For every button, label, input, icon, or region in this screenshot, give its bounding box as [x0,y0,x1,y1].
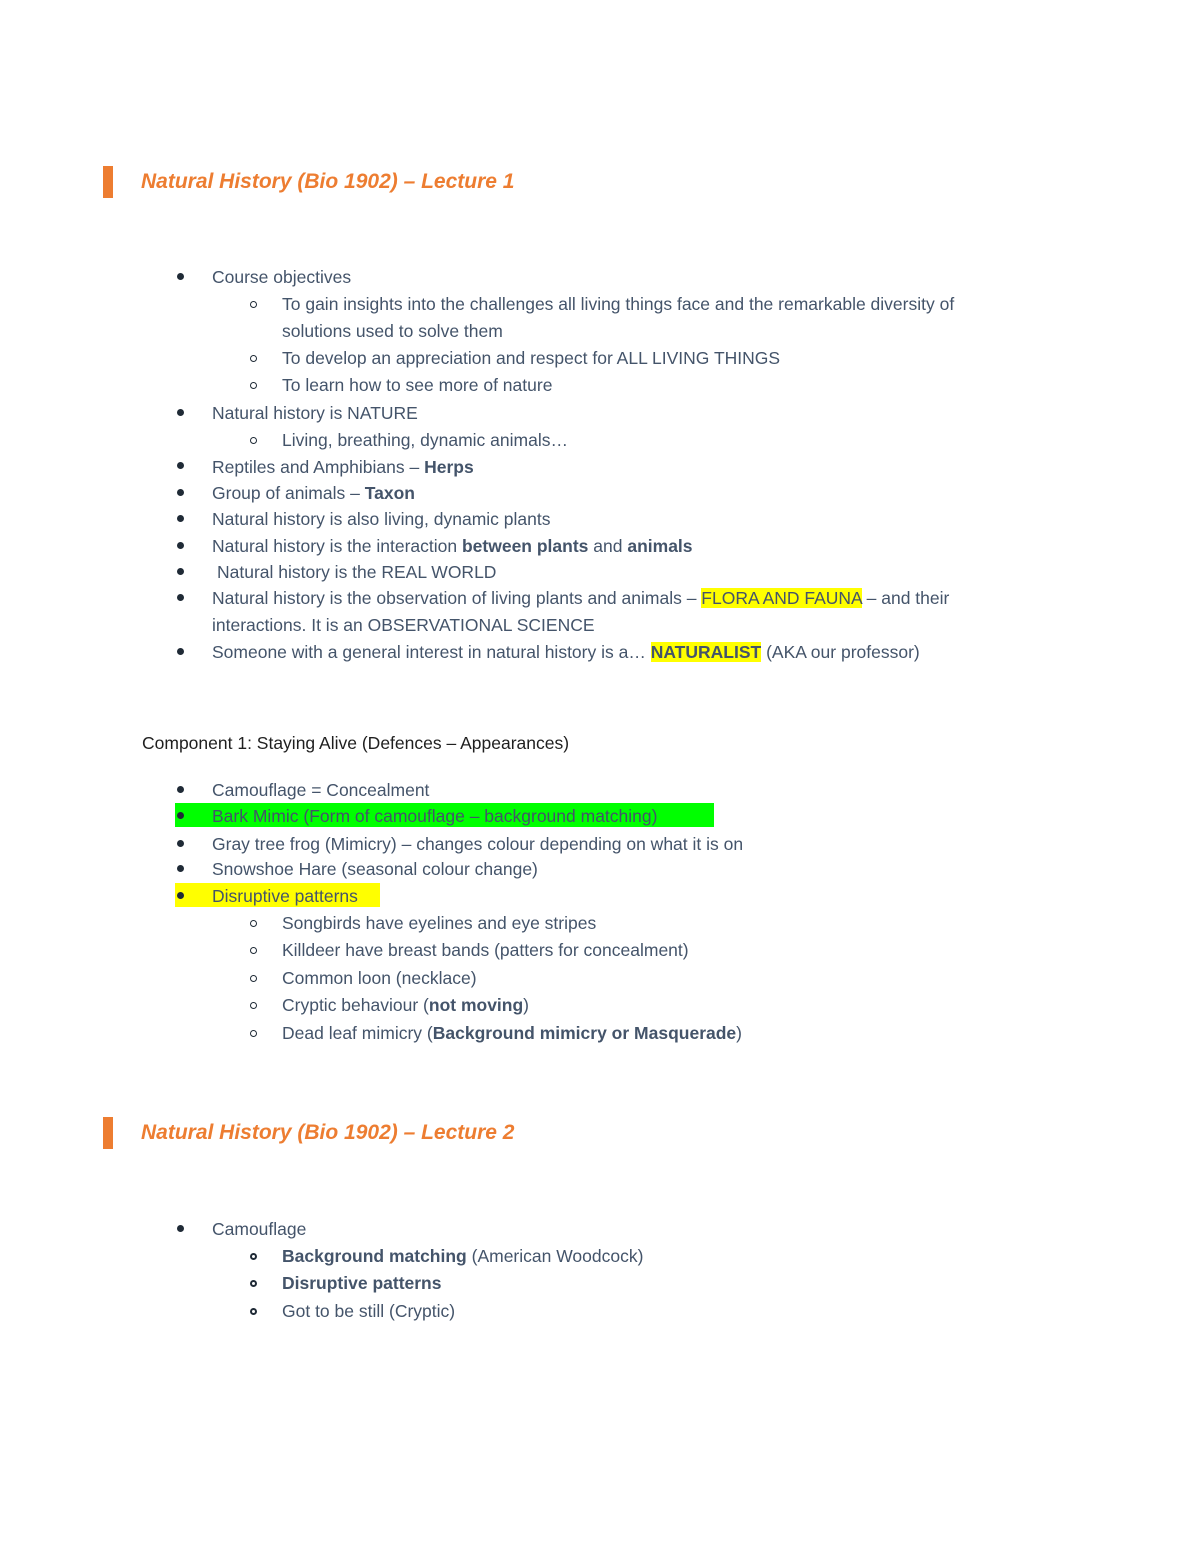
list-item [282,1022,742,1044]
list-item [212,456,474,478]
list-item: Gray tree frog (Mimicry) – changes colour depending on what it is on [212,834,744,854]
highlighted-text: NATURALIST [650,642,762,662]
bullet-icon [177,273,184,280]
highlighted-text: FLORA AND FAUNA [701,588,862,608]
circle-bullet-icon [250,1002,257,1009]
list-item-continuation: solutions used to solve them [282,321,503,341]
text: Dead leaf mimicry ( [282,1023,433,1043]
list-item: Disruptive patterns [212,886,358,906]
circle-bullet-icon [250,1030,257,1037]
list-item [212,482,415,504]
bullet-icon [177,409,184,416]
text: ) [736,1023,742,1043]
text: Someone with a general interest in natural history is a… [212,642,651,662]
circle-bullet-icon [250,382,257,389]
list-item: Got to be still (Cryptic) [282,1301,456,1321]
lecture2-title: Natural History (Bio 1902) – Lecture 2 [141,1121,515,1144]
list-item: Camouflage [212,1219,307,1239]
text: – and their [861,588,950,608]
circle-bullet-icon [250,355,257,362]
bold-text: not moving [428,995,524,1015]
lecture1-title: Natural History (Bio 1902) – Lecture 1 [141,170,515,193]
bullet-icon [177,892,184,899]
list-item: Natural history is the REAL WORLD [217,562,497,582]
list-item: Common loon (necklace) [282,968,477,988]
list-item [282,1245,643,1267]
bullet-icon [177,840,184,847]
list-item: Bark Mimic (Form of camouflage – background matching) [212,806,658,826]
bullet-icon [177,648,184,655]
text: Natural history is the interaction [212,536,462,556]
bold-text: Background matching [282,1246,467,1266]
bullet-icon [177,786,184,793]
circle-bullet-icon [250,947,257,954]
bold-text: animals [627,536,693,556]
list-item: To learn how to see more of nature [282,375,553,395]
heading-accent-bar [103,166,113,198]
list-item [212,535,693,557]
bullet-icon [177,1225,184,1232]
lecture2-heading [103,1117,514,1149]
bullet-icon [177,812,184,819]
text: Cryptic behaviour ( [282,995,429,1015]
list-item: Living, breathing, dynamic animals… [282,430,568,450]
list-item [212,641,920,663]
list-item: Disruptive patterns [282,1273,442,1293]
bold-text: between plants [461,536,589,556]
bullet-icon [177,489,184,496]
bullet-icon [177,542,184,549]
circle-bullet-icon [250,437,257,444]
bold-text: Taxon [364,483,415,503]
list-item: Songbirds have eyelines and eye stripes [282,913,597,933]
list-item-continuation: interactions. It is an OBSERVATIONAL SCIENCE [212,615,595,635]
bullet-icon [177,515,184,522]
list-item: Course objectives [212,267,352,287]
bullet-icon [177,568,184,575]
circle-bullet-icon [250,920,257,927]
bullet-icon [177,865,184,872]
text: ) [523,995,529,1015]
lecture1-heading [103,166,514,198]
list-item: To gain insights into the challenges all living things face and the remarkable diversity of [282,294,955,314]
bold-text: Herps [424,457,474,477]
list-item [212,587,949,609]
list-item [282,994,529,1016]
list-item: Natural history is also living, dynamic plants [212,509,551,529]
text: and [588,536,628,556]
text: (American Woodcock) [466,1246,644,1266]
list-item: To develop an appreciation and respect for ALL LIVING THINGS [282,348,781,368]
text: Reptiles and Amphibians – [212,457,425,477]
list-item: Killdeer have breast bands (patters for concealment) [282,940,689,960]
component-title: Component 1: Staying Alive (Defences – Appearances) [142,733,570,753]
text: Natural history is the observation of living plants and animals – [212,588,702,608]
list-item: Natural history is NATURE [212,403,418,423]
heading-accent-bar [103,1117,113,1149]
circle-bullet-icon [250,301,257,308]
text: Group of animals – [212,483,365,503]
bullet-icon [177,594,184,601]
bullet-icon [177,462,184,469]
circle-bullet-icon [250,1253,257,1260]
list-item: Camouflage = Concealment [212,780,430,800]
circle-bullet-icon [250,1308,257,1315]
circle-bullet-icon [250,1280,257,1287]
list-item: Snowshoe Hare (seasonal colour change) [212,859,538,879]
circle-bullet-icon [250,975,257,982]
text: (AKA our professor) [761,642,920,662]
bold-text: Background mimicry or Masquerade [432,1023,737,1043]
